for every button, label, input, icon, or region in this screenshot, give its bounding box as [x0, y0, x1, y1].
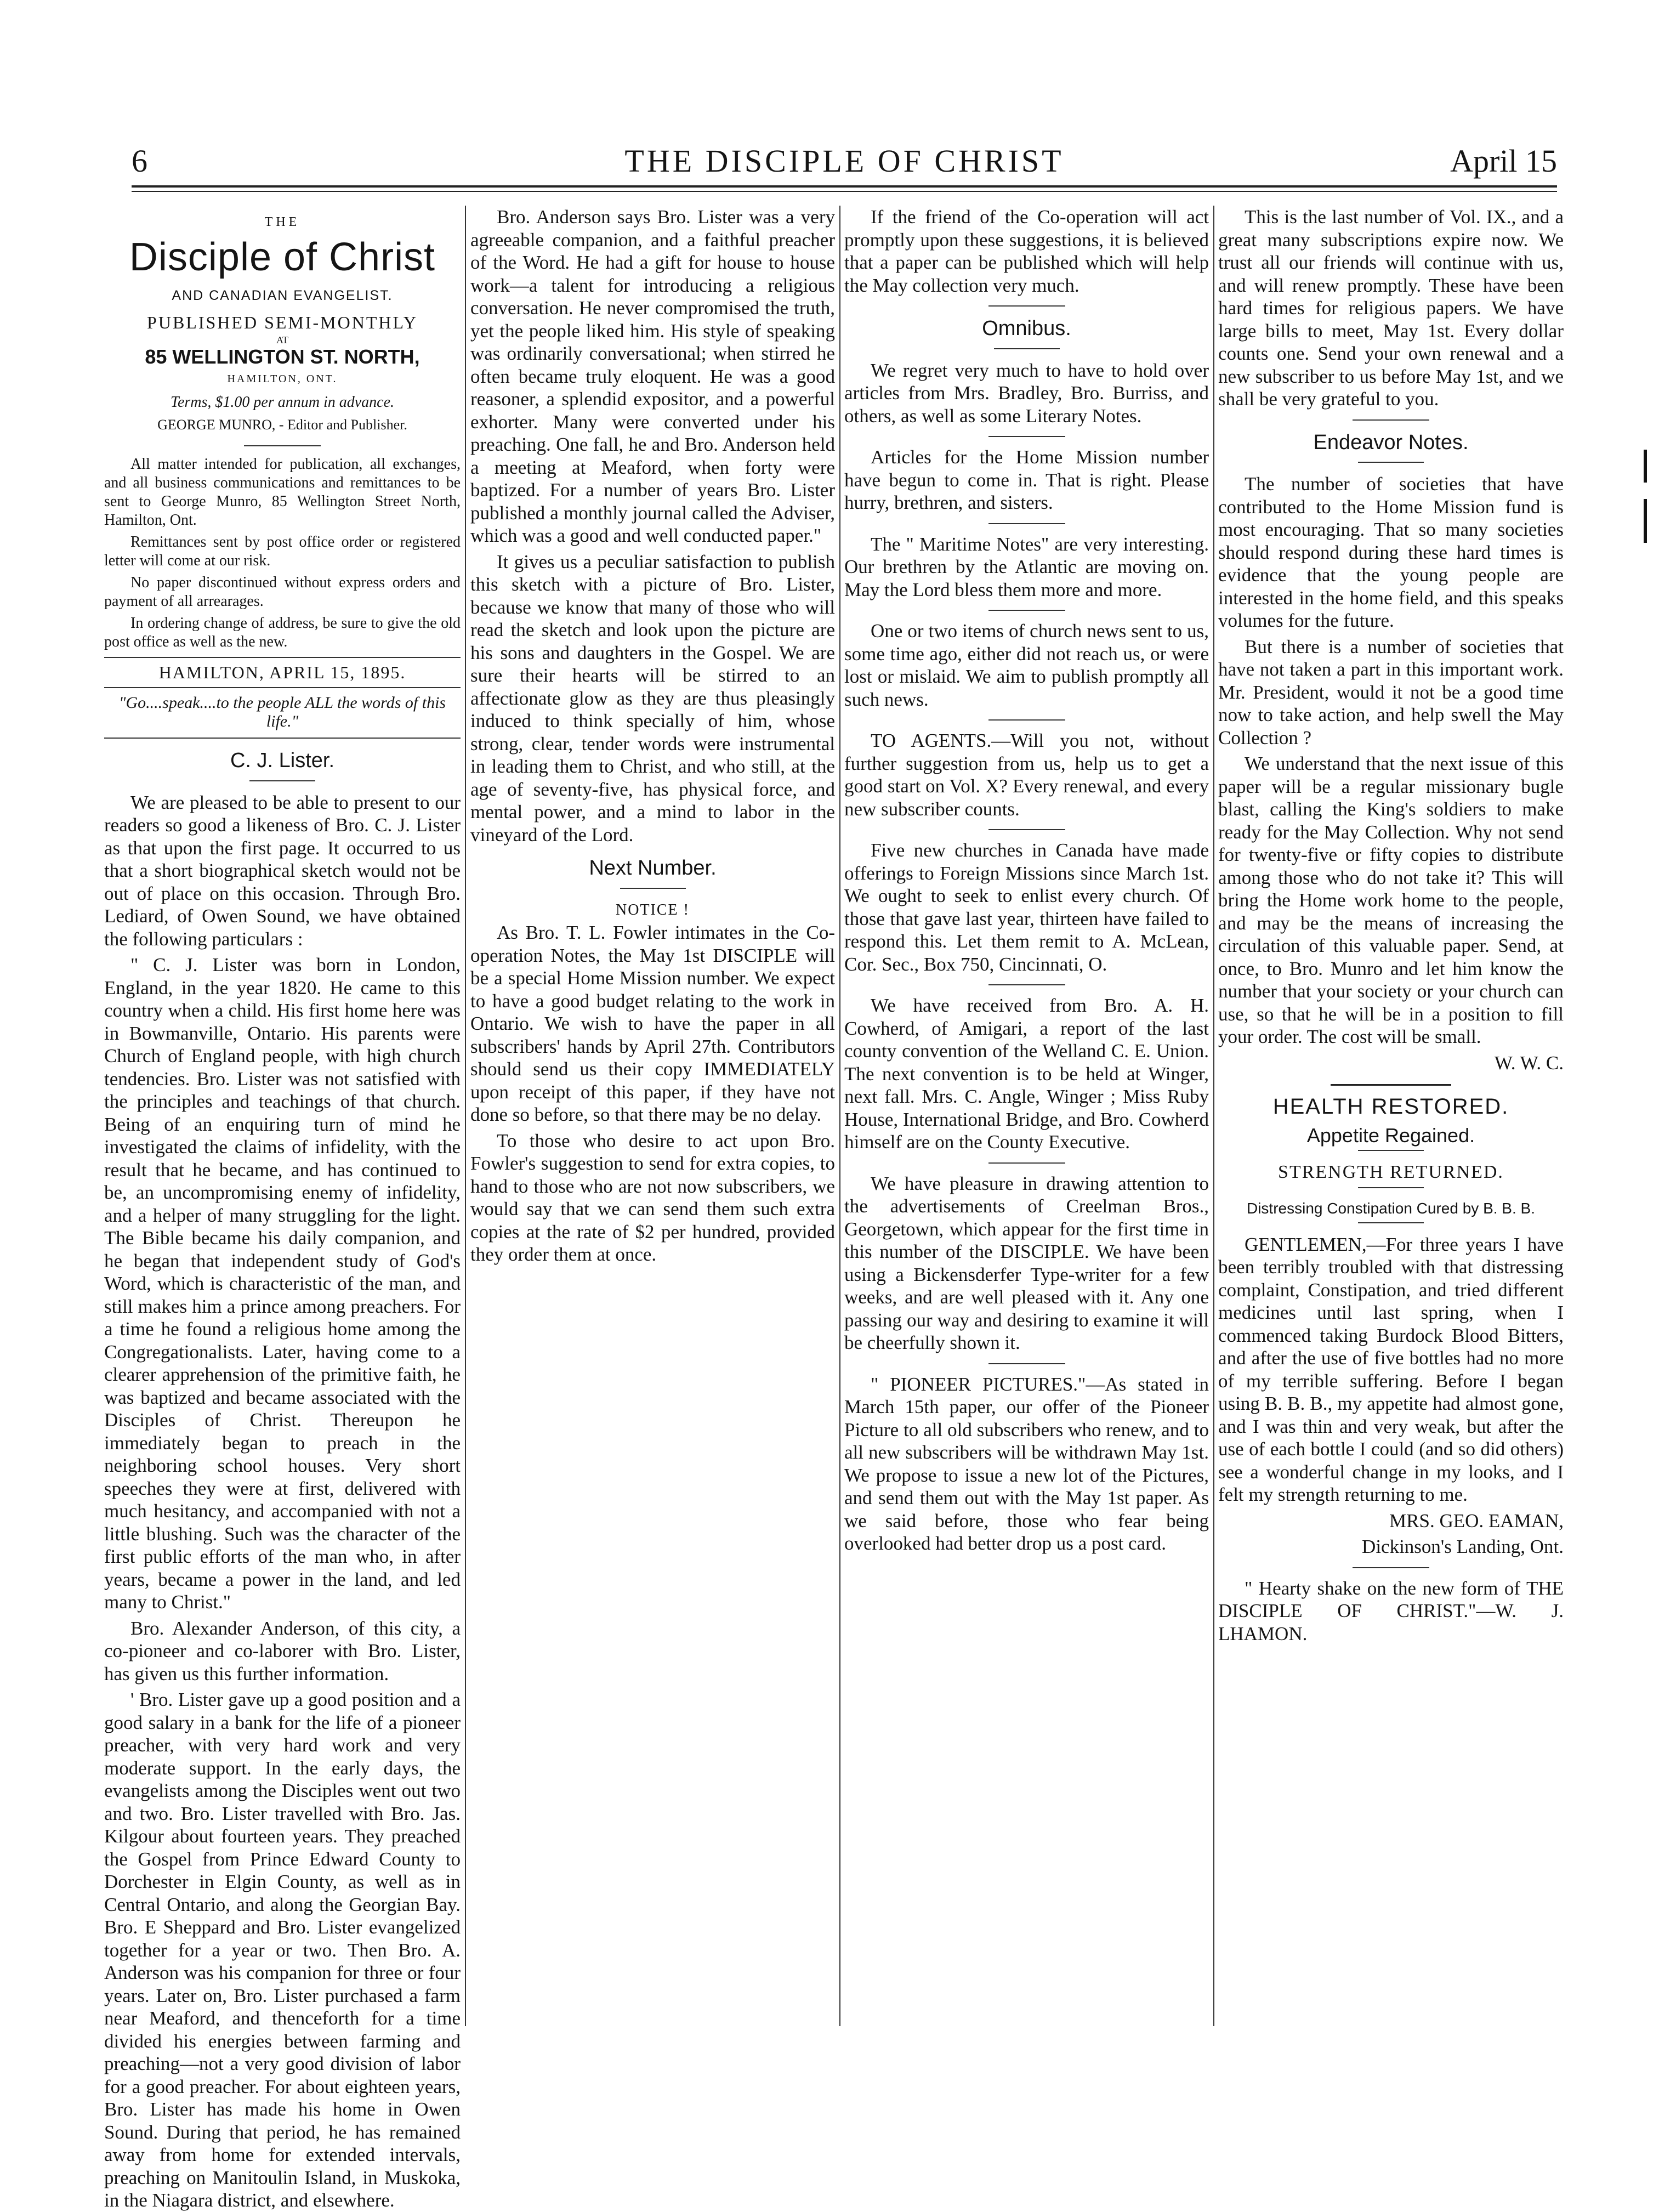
masthead-city: HAMILTON, ONT. — [227, 373, 338, 385]
divider — [104, 738, 461, 739]
endeavor-paragraph: But there is a number of societies that have not taken a part in this important work. Mr. President, would it not be a good time now to take action, and help swell the May Collection ? — [1218, 636, 1564, 748]
divider — [1358, 1150, 1424, 1151]
lister-paragraph: Bro. Alexander Anderson, of this city, a co-pioneer and co-laborer with Bro. Lister, has given us this further information. — [104, 1617, 461, 1684]
lister-paragraph: It gives us a peculiar satisfaction to publish this sketch with a picture of Bro. Lister, because we know that many of those who will read the sketch and look upon the picture are his sons and daughters in the Gospel. We are sure their hearts will be stirred to an affectionate glow as they are thus pleasingly induced to think specially of him, whose strong, clear, tender words were instrumental in leading them to Christ, and who still, at the age of seventy-five, has physical force, and mental power, and a mind to labor in the vineyard of the Lord. — [470, 551, 835, 846]
column-rule — [465, 206, 466, 2026]
omnibus-item: Articles for the Home Mission number have begun to come in. That is right. Please hurry, brethren, and sisters. — [844, 446, 1209, 513]
omnibus-item: One or two items of church news sent to us, some time ago, either did not reach us, or were lost or mislaid. We aim to publish promptly all such news. — [844, 620, 1209, 710]
divider — [988, 829, 1065, 830]
page-number: 6 — [132, 143, 147, 179]
lister-paragraph: Bro. Anderson says Bro. Lister was a very agreeable companion, and a faithful preacher of the Word. He had a gift for house to house work—a talent for introducing a religious conversation. He never compromised the truth, yet the people liked him. His style of speaking was ordinarily conversational; when stirred he often became truly eloquent. He was a good reasoner, a splendid expositor, and a powerful exhorter. Many were converted under his preaching. One fall, he and Bro. Anderson held a meeting at Meaford, when forty were baptized. For a number of years Bro. Lister published a monthly journal called the Adviser, which was a good and well conducted paper." — [470, 206, 835, 546]
omnibus-heading: Omnibus. — [982, 317, 1071, 340]
lister-paragraph: We are pleased to be able to present to our readers so good a likeness of Bro. C. J. Lister as that upon the first page. It occurred to us that a short biographical sketch would not be out of place on this occasion. Through Bro. Lediard, of Owen Sound, we have obtained the following particulars : — [104, 791, 461, 950]
masthead-at: AT — [276, 334, 288, 345]
closing-quote: " Hearty shake on the new form of THE DISCIPLE OF CHRIST."—W. J. LHAMON. — [1218, 1577, 1564, 1644]
masthead-notice: No paper discontinued without express orders and payment of all arrearages. — [104, 574, 461, 610]
lister-paragraph: " C. J. Lister was born in London, England, in the year 1820. He came to this country when a child. His first home here was in Bowmanville, Ontario. His parents were Church of England people, with high church tendencies. Bro. Lister was not satisfied with the principles and teachings of that church. Being of an enquiring turn of mind he investigated the claims of infidelity, with the result that he became, and has continued to be, an uncompromising enemy of infidelity, and a helper of many struggling for the light. The Bible became his daily companion, and he began that independent study of God's Word, which is characteristic of the man, and still makes him a prince among preachers. For a time he found a religious home among the Congregationalists. Later, having come to a clearer apprehension of the primitive faith, he was baptized and became associated with the Disciples of Christ. Thereupon he immediately began to preach in the neighboring school houses. Very short speeches they were at first, delivered with much hesitancy, and accompanied with not a little blushing. Such was the character of the first public efforts of the man who, in after years, became a power in the land, and led many to Christ." — [104, 954, 461, 1613]
header-rule — [132, 185, 1557, 188]
masthead-address: 85 WELLINGTON ST. NORTH, — [145, 345, 420, 368]
divider — [988, 984, 1065, 985]
omnibus-item: This is the last number of Vol. IX., and a great many subscriptions expire now. We trust all our friends will continue with us, and will renew promptly. These have been hard times for religious papers. We have large bills to meet, May 1st. Every dollar counts one. Send your own renewal and a new subscriber to us before May 1st, and we shall be very grateful to you. — [1218, 206, 1564, 410]
divider — [1331, 1084, 1451, 1086]
endeavor-paragraph: The number of societies that have contributed to the Home Mission fund is most encouraging. That so many societies should respond during these hard times is evidence that the young people are interested in the home field, and this speaks volumes for the future. — [1218, 473, 1564, 631]
divider — [1358, 1187, 1424, 1188]
column-4 — [1218, 206, 1564, 2037]
endeavor-heading: Endeavor Notes. — [1313, 430, 1469, 454]
notice-label: NOTICE ! — [616, 901, 690, 918]
column-3 — [844, 206, 1209, 2037]
masthead-editor: GEORGE MUNRO, - Editor and Publisher. — [157, 417, 407, 433]
endeavor-signature: W. W. C. — [1494, 1052, 1564, 1074]
masthead-published: PUBLISHED SEMI-MONTHLY — [147, 313, 418, 332]
divider — [988, 719, 1065, 721]
masthead-the: THE — [264, 215, 300, 229]
omnibus-item: We have pleasure in drawing attention to the advertisements of Creelman Bros., Georgetown, which appear for the first time in this number of the DISCIPLE. We have been using a Bickensderfer Type-writer for a few weeks, and are well pleased with it. Any one passing our way and desiring to examine it will be cheerfully shown it. — [844, 1172, 1209, 1353]
ad-subhead-constipation: Distressing Constipation Cured by B. B. B. — [1246, 1199, 1535, 1217]
column-1 — [104, 206, 461, 2211]
omnibus-item: TO AGENTS.—Will you not, without further suggestion from us, help us to get a good start on Vol. X? Every renewal, and every new subscriber counts. — [844, 730, 1209, 820]
divider — [994, 348, 1060, 349]
margin-mark — [1644, 450, 1647, 483]
margin-mark — [1644, 499, 1647, 543]
ad-subhead-strength: STRENGTH RETURNED. — [1278, 1162, 1504, 1182]
omnibus-item: We have received from Bro. A. H. Cowherd, of Amigari, a report of the last county convention of the Welland C. E. Union. The next convention is to be held at Winger, next fall. Mrs. C. Angle, Winger ; Miss Ruby House, International Bridge, and Bro. Cowherd himself are on the County Executive. — [844, 995, 1209, 1153]
journal-title: THE DISCIPLE OF CHRIST — [624, 143, 1064, 179]
dateline: HAMILTON, APRIL 15, 1895. — [104, 657, 461, 689]
column-rule — [1213, 206, 1214, 2026]
issue-date: April 15 — [1450, 143, 1557, 179]
column-2 — [470, 206, 835, 2037]
divider — [620, 888, 686, 889]
next-number-paragraph: To those who desire to act upon Bro. Fowler's suggestion to send for extra copies, to hand to those who are not now subscribers, we would say that we can send them such extra copies at the rate of $2 per hundred, provided they order them at once. — [470, 1130, 835, 1265]
page-header — [132, 143, 1557, 186]
masthead-notice: All matter intended for publication, all exchanges, and all business communications and remittances to be sent to George Munro, 85 Wellington Street North, Hamilton, Ont. — [104, 455, 461, 529]
lister-paragraph: ' Bro. Lister gave up a good position and a good salary in a bank for the life of a pioneer preacher, with very hard work and very moderate support. In the early days, the evangelists among the Disciples went out two and two. Bro. Lister travelled with Bro. Jas. Kilgour about fourteen years. They preached the Gospel from Prince Edward County to Dorchester in Elgin County, as well as in Central Ontario, and along the Georgian Bay. Bro. E Sheppard and Bro. Lister evangelized together for a year or two. Then Bro. A. Anderson was his companion for three or four years. Later on, Bro. Lister purchased a farm near Meaford, and thenceforth for a time divided his energies between farming and preaching—not a very good division of labor for a good preacher. For about eighteen years, Bro. Lister has made his home in Owen Sound. During that period, he has remained away from home for extended intervals, preaching on Manitoulin Island, in Muskoka, in the Niagara district, and elsewhere. — [104, 1689, 461, 2211]
divider — [1358, 462, 1424, 463]
divider — [244, 445, 321, 446]
masthead-notice: In ordering change of address, be sure to give the old post office as well as the new. — [104, 614, 461, 650]
ad-body: GENTLEMEN,—For three years I have been terribly troubled with that distressing complaint, Constipation, and tried different medicines until last spring, when I commenced taking Burdock Blood Bitters, and after the use of five bottles had no more of my terrible suffering. Before I began using B. B. B., my appetite had almost gone, and I was thin and very weak, but after the use of each bottle I could (and so did others) see a wonderful change in my looks, and I felt my strength returning to me. — [1218, 1233, 1564, 1505]
omnibus-item: Five new churches in Canada have made offerings to Foreign Missions since March 1st. We ought to seek to enlist every church. Of those that gave last year, thirteen have failed to respond this. Let them remit to A. McLean, Cor. Sec., Box 750, Cincinnati, O. — [844, 840, 1209, 975]
masthead-title: Disciple of Christ — [129, 235, 436, 279]
divider — [1353, 1567, 1429, 1568]
divider — [988, 436, 1065, 437]
next-number-heading: Next Number. — [589, 857, 717, 880]
endeavor-paragraph: We understand that the next issue of this paper will be a regular missionary bugle blast, calling the King's soldiers to make ready for the May Collection. Why not send for twenty-five or fifty copies to distribute among those who do not take it? This will bring the Home work home to the people, and may be the means of increasing the circulation of this valuable paper. Send, at once, to Bro. Munro and let him know the number that your society or your church can use, so that he will be in a position to fill your order. The cost will be small. — [1218, 753, 1564, 1047]
masthead-terms: Terms, $1.00 per annum in advance. — [170, 393, 395, 411]
next-number-paragraph: As Bro. T. L. Fowler intimates in the Co-operation Notes, the May 1st DISCIPLE will be a special Home Mission number. We expect to have a good budget relating to the work in Ontario. We wish to have the paper in all subscribers' hands by April 27th. Contributors should send us their copy IMMEDIATELY upon receipt of this paper, if they have not done so before, so that there may be no delay. — [470, 922, 835, 1125]
masthead-notice: Remittances sent by post office order or registered letter will come at our risk. — [104, 533, 461, 569]
omnibus-item: " PIONEER PICTURES."—As stated in March 15th paper, our offer of the Pioneer Picture to all old subscribers who renew, and to all new subscribers will be withdrawn May 1st. We propose to issue a new lot of the Pictures, and send them out with the May 1st paper. As we said before, those who fear being overlooked had better drop us a post card. — [844, 1373, 1209, 1554]
divider — [988, 1363, 1065, 1364]
divider — [988, 523, 1065, 524]
divider — [988, 610, 1065, 611]
omnibus-item: The " Maritime Notes" are very interesting. Our brethren by the Atlantic are moving on. May the Lord bless them more and more. — [844, 533, 1209, 600]
divider — [249, 780, 315, 781]
ad-signer: MRS. GEO. EAMAN, — [1389, 1510, 1564, 1532]
divider — [988, 305, 1065, 307]
header-rule-thin — [132, 191, 1557, 192]
divider — [1358, 1222, 1424, 1223]
divider — [1353, 419, 1429, 421]
ad-signer-place: Dickinson's Landing, Ont. — [1362, 1536, 1564, 1557]
omnibus-item: We regret very much to have to hold over articles from Mrs. Bradley, Bro. Burriss, and others, as well as some Literary Notes. — [844, 359, 1209, 427]
ad-headline: HEALTH RESTORED. — [1272, 1094, 1509, 1119]
ad-subhead-appetite: Appetite Regained. — [1306, 1124, 1475, 1147]
lister-heading: C. J. Lister. — [230, 749, 335, 772]
motto: "Go....speak....to the people ALL the words of this life." — [118, 694, 446, 730]
column-rule — [839, 206, 840, 2026]
masthead-subtitle: AND CANADIAN EVANGELIST. — [172, 287, 393, 303]
divider — [988, 1162, 1065, 1164]
next-number-paragraph: If the friend of the Co-operation will act promptly upon these suggestions, it is believed that a paper can be published which will help the May collection very much. — [844, 206, 1209, 296]
